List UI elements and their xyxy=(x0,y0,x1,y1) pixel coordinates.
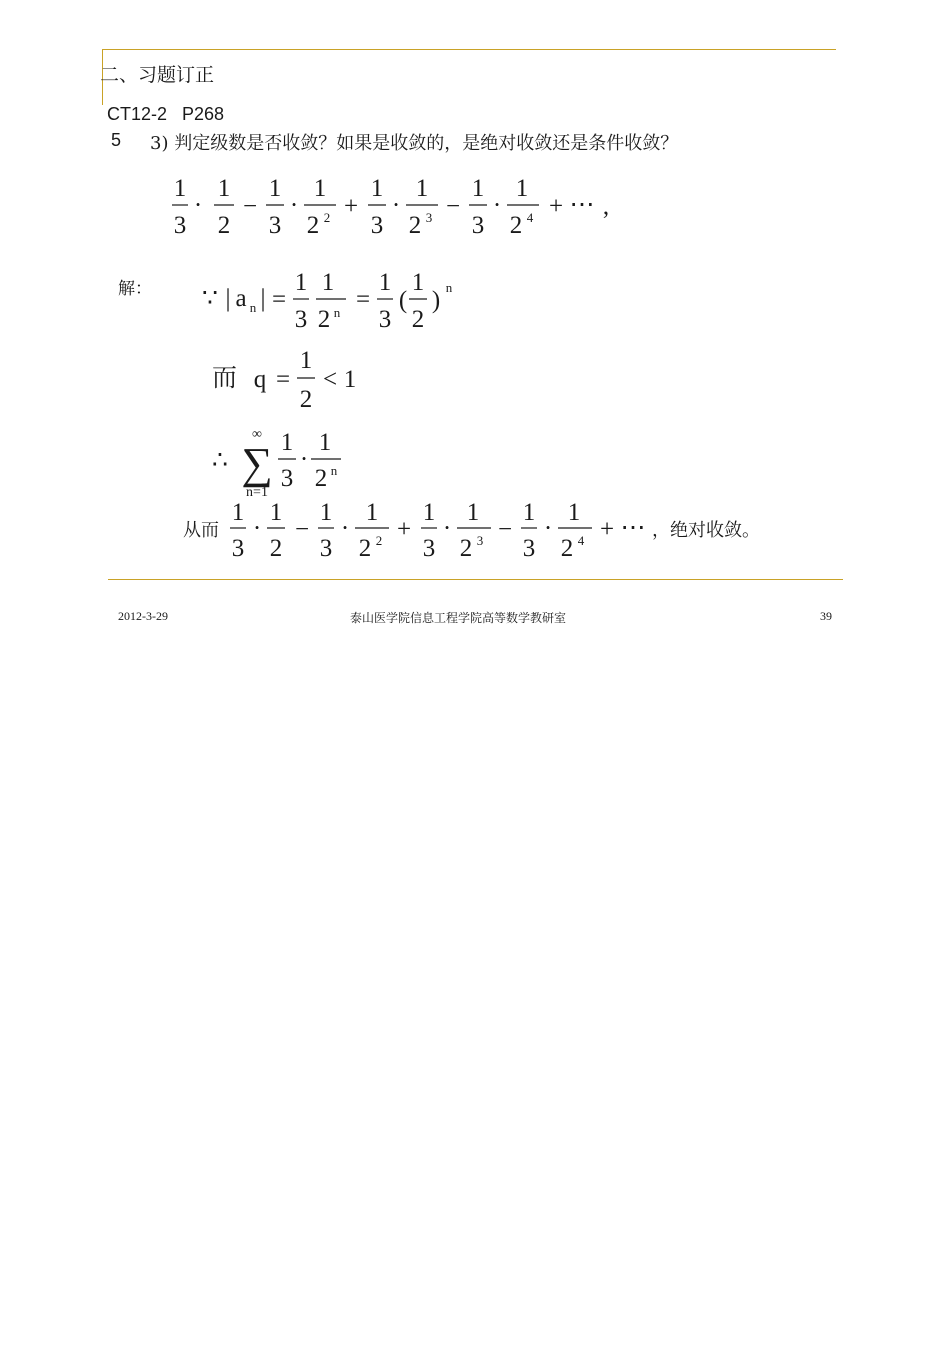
svg-text:1: 1 xyxy=(422,499,436,526)
solution-label: 解： xyxy=(118,279,152,299)
footer-rule xyxy=(108,579,843,580)
svg-text:2: 2 xyxy=(408,212,422,239)
svg-text:2: 2 xyxy=(317,306,331,333)
svg-text:n: n xyxy=(333,305,341,320)
svg-text:2: 2 xyxy=(509,212,523,239)
svg-text:(: ( xyxy=(398,287,408,314)
svg-text:1: 1 xyxy=(173,175,187,202)
svg-text:1: 1 xyxy=(415,175,429,202)
svg-text:1: 1 xyxy=(343,366,357,393)
svg-text:−: − xyxy=(497,516,513,543)
problem-statement: 3) 判定级数是否收敛？如果是收敛的，是绝对收敛还是条件收敛？ xyxy=(150,133,679,154)
svg-text:1: 1 xyxy=(299,347,313,374)
header-rule xyxy=(102,49,836,50)
section-title: 二、习题订正 xyxy=(100,64,215,86)
svg-text:3: 3 xyxy=(370,212,384,239)
svg-text:<: < xyxy=(322,366,338,393)
svg-text:1: 1 xyxy=(318,429,332,456)
svg-text:3: 3 xyxy=(294,306,308,333)
svg-text:3: 3 xyxy=(422,535,436,562)
svg-text:2: 2 xyxy=(358,535,372,562)
svg-text:·: · xyxy=(442,515,452,542)
svg-text:·: · xyxy=(289,192,299,219)
series-formula xyxy=(170,168,630,244)
svg-text:1: 1 xyxy=(231,499,245,526)
svg-text:3: 3 xyxy=(425,210,433,225)
svg-text:−: − xyxy=(294,516,310,543)
svg-text:4: 4 xyxy=(526,210,534,225)
svg-text:3: 3 xyxy=(522,535,536,562)
svg-text:1: 1 xyxy=(411,269,425,296)
an-formula xyxy=(200,262,480,338)
svg-text:·: · xyxy=(391,192,401,219)
svg-text:1: 1 xyxy=(319,499,333,526)
svg-text:2: 2 xyxy=(459,535,473,562)
svg-text:n: n xyxy=(249,300,257,315)
svg-text:2: 2 xyxy=(299,386,313,413)
svg-text:·: · xyxy=(193,192,203,219)
svg-text:|: | xyxy=(225,285,231,312)
svg-text:1: 1 xyxy=(378,269,392,296)
svg-text:∞: ∞ xyxy=(252,427,262,442)
svg-text:∑: ∑ xyxy=(241,439,273,488)
svg-text:1: 1 xyxy=(522,499,536,526)
svg-text:−: − xyxy=(242,193,258,220)
svg-text:3: 3 xyxy=(231,535,245,562)
svg-text:1: 1 xyxy=(280,429,294,456)
svg-text:∵: ∵ xyxy=(202,285,218,312)
svg-text:q: q xyxy=(253,366,267,393)
svg-text:=: = xyxy=(271,286,287,313)
svg-text:n=1: n=1 xyxy=(246,485,268,500)
svg-text:1: 1 xyxy=(515,175,529,202)
er-word: 而 xyxy=(212,363,238,392)
svg-text:·: · xyxy=(340,515,350,542)
svg-text:3: 3 xyxy=(280,465,294,492)
problem-reference: CT12-2 P268 xyxy=(107,104,225,124)
svg-text:+: + xyxy=(548,193,564,220)
svg-text:·: · xyxy=(492,192,502,219)
svg-text:1: 1 xyxy=(269,499,283,526)
svg-text:=: = xyxy=(355,286,371,313)
svg-text:1: 1 xyxy=(567,499,581,526)
svg-text:+: + xyxy=(396,516,412,543)
svg-text:1: 1 xyxy=(321,269,335,296)
svg-text:1: 1 xyxy=(313,175,327,202)
svg-text:1: 1 xyxy=(370,175,384,202)
svg-text:⋯: ⋯ xyxy=(620,514,646,541)
sum-formula xyxy=(205,420,365,500)
congerr-word: 从而 xyxy=(183,520,219,541)
svg-text:+: + xyxy=(343,193,359,220)
svg-text:3: 3 xyxy=(471,212,485,239)
footer-date: 2012-3-29 xyxy=(118,609,168,623)
svg-text:1: 1 xyxy=(471,175,485,202)
svg-text:3: 3 xyxy=(173,212,187,239)
svg-text:⋯: ⋯ xyxy=(569,191,595,218)
q-formula xyxy=(248,342,368,418)
svg-text:3: 3 xyxy=(378,306,392,333)
svg-text:3: 3 xyxy=(476,533,484,548)
svg-text:·: · xyxy=(543,515,553,542)
svg-text:2: 2 xyxy=(375,533,383,548)
footer-institution: 泰山医学院信息工程学院高等数学教研室 xyxy=(350,611,567,625)
svg-text:2: 2 xyxy=(269,535,283,562)
svg-text:2: 2 xyxy=(323,210,331,225)
svg-text:n: n xyxy=(330,463,338,478)
svg-text:4: 4 xyxy=(577,533,585,548)
svg-text:·: · xyxy=(299,446,309,473)
svg-text:n: n xyxy=(445,280,453,295)
svg-text:3: 3 xyxy=(319,535,333,562)
svg-text:1: 1 xyxy=(466,499,480,526)
svg-text:2: 2 xyxy=(314,465,328,492)
svg-text:−: − xyxy=(445,193,461,220)
svg-text:2: 2 xyxy=(306,212,320,239)
svg-text:,: , xyxy=(602,193,610,220)
svg-text:2: 2 xyxy=(217,212,231,239)
svg-text:+: + xyxy=(599,516,615,543)
svg-text:2: 2 xyxy=(411,306,425,333)
problem-number: 5 xyxy=(111,130,122,150)
svg-text:2: 2 xyxy=(560,535,574,562)
svg-text:·: · xyxy=(252,515,262,542)
page-number: 39 xyxy=(820,609,832,623)
svg-text:1: 1 xyxy=(268,175,282,202)
svg-text:a: a xyxy=(235,285,247,312)
conclusion-text: ，绝对收敛。 xyxy=(652,520,760,541)
svg-text:∴: ∴ xyxy=(212,447,228,474)
svg-text:1: 1 xyxy=(365,499,379,526)
svg-text:3: 3 xyxy=(268,212,282,239)
svg-text:1: 1 xyxy=(294,269,308,296)
svg-text:1: 1 xyxy=(217,175,231,202)
svg-text:|: | xyxy=(260,285,266,312)
svg-text:=: = xyxy=(275,366,291,393)
conclusion-series xyxy=(222,496,662,566)
svg-text:): ) xyxy=(431,287,441,314)
